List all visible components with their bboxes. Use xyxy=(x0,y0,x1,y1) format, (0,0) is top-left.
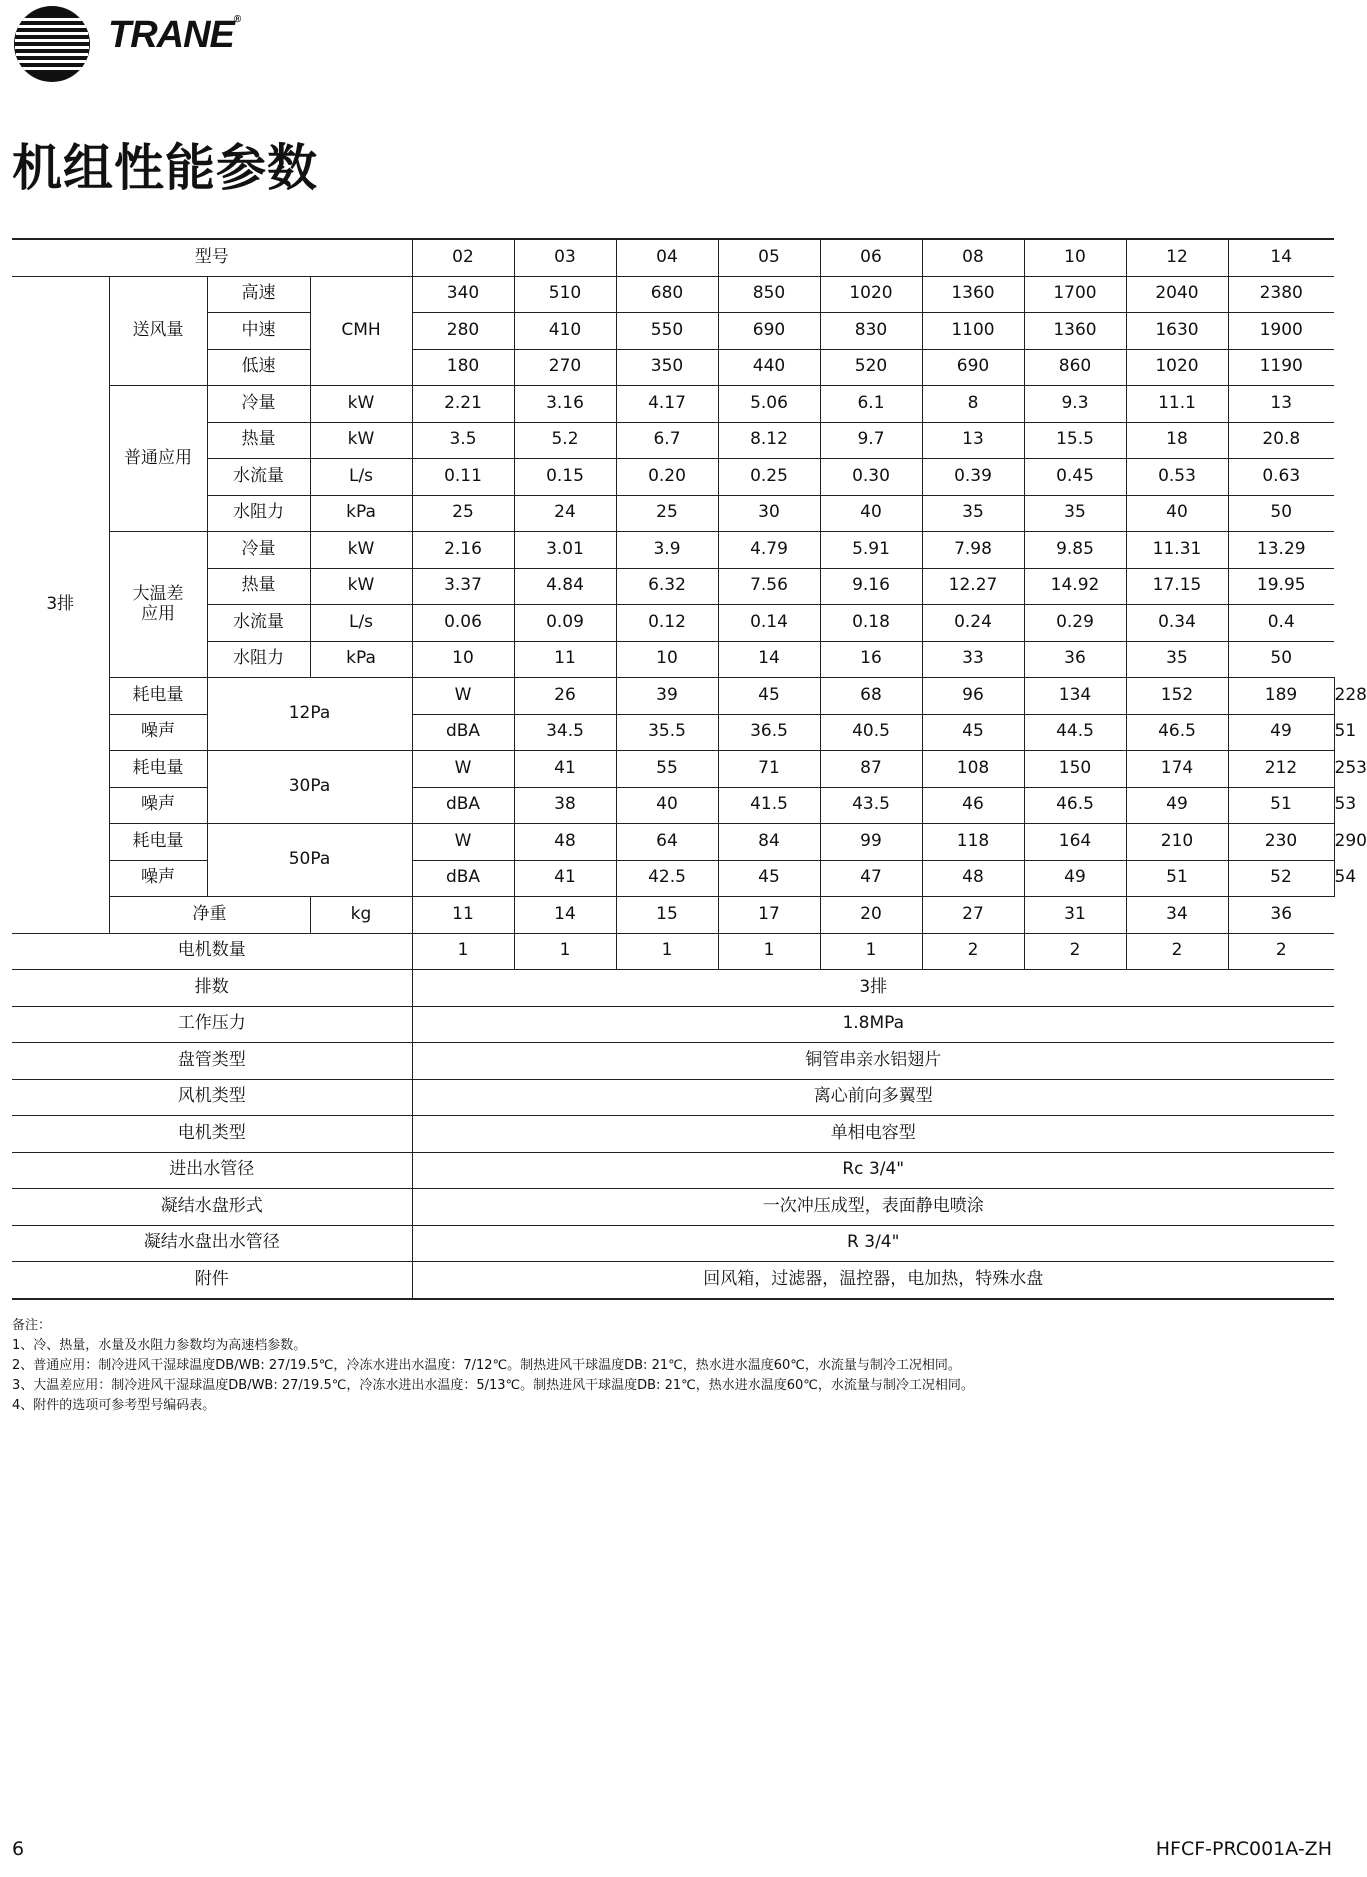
table-row xyxy=(12,422,1334,459)
row-label: 热量 xyxy=(207,422,310,459)
row-label: 冷量 xyxy=(207,386,310,423)
value-cell: 26 xyxy=(514,678,616,715)
value-cell: 410 xyxy=(514,313,616,350)
spec-value: 一次冲压成型，表面静电喷涂 xyxy=(412,1189,1334,1226)
table-row xyxy=(12,495,1334,532)
table-row xyxy=(12,239,1334,276)
unit-cell: dBA xyxy=(412,714,514,751)
value-cell: 0.30 xyxy=(820,459,922,496)
value-cell: 3.37 xyxy=(412,568,514,605)
table-row: 噪声 dBA 34.5 35.5 36.5 40.5 45 44.5 46.5 49 51 xyxy=(12,714,1334,751)
spec-value: 单相电容型 xyxy=(412,1116,1334,1153)
table-row xyxy=(12,1152,1334,1189)
table-row xyxy=(12,349,1334,386)
value-cell: 17 xyxy=(718,897,820,934)
value-cell: 0.11 xyxy=(412,459,514,496)
value-cell: 0.45 xyxy=(1024,459,1126,496)
unit-cell: CMH xyxy=(310,276,412,386)
value-cell: 1 xyxy=(412,933,514,970)
value-cell: 0.06 xyxy=(412,605,514,642)
value-cell: 35.5 xyxy=(616,714,718,751)
value-cell: 39 xyxy=(616,678,718,715)
value-cell: 47 xyxy=(820,860,922,897)
model-column-header: 04 xyxy=(616,239,718,276)
unit-cell: kW xyxy=(310,386,412,423)
table-row xyxy=(12,897,1334,934)
value-cell: 46.5 xyxy=(1024,787,1126,824)
value-cell: 6.32 xyxy=(616,568,718,605)
value-cell: 1700 xyxy=(1024,276,1126,313)
value-cell: 860 xyxy=(1024,349,1126,386)
table-row xyxy=(12,568,1334,605)
value-cell: 43.5 xyxy=(820,787,922,824)
spec-label: 排数 xyxy=(12,970,412,1007)
value-cell: 440 xyxy=(718,349,820,386)
unit-cell: kg xyxy=(310,897,412,934)
value-cell: 0.63 xyxy=(1228,459,1334,496)
value-cell: 2 xyxy=(922,933,1024,970)
value-cell: 0.15 xyxy=(514,459,616,496)
unit-cell: dBA xyxy=(412,787,514,824)
row-label: 热量 xyxy=(207,568,310,605)
value-cell: 46 xyxy=(922,787,1024,824)
row-label: 水阻力 xyxy=(207,641,310,678)
table-row: 噪声 dBA 38 40 41.5 43.5 46 46.5 49 51 53 xyxy=(12,787,1334,824)
unit-cell: kW xyxy=(310,568,412,605)
value-cell: 11 xyxy=(514,641,616,678)
value-cell: 5.91 xyxy=(820,532,922,569)
value-cell: 1360 xyxy=(922,276,1024,313)
value-cell: 18 xyxy=(1126,422,1228,459)
brand-name: TRANE® xyxy=(108,14,241,56)
value-cell: 34 xyxy=(1126,897,1228,934)
table-row xyxy=(12,1225,1334,1262)
value-cell: 0.14 xyxy=(718,605,820,642)
value-cell: 3.16 xyxy=(514,386,616,423)
row-label: 水流量 xyxy=(207,459,310,496)
value-cell: 35 xyxy=(1126,641,1228,678)
table-row: 耗电量 12Pa W 26 39 45 68 96 134 152 189 228 xyxy=(12,678,1334,715)
model-column-header: 05 xyxy=(718,239,820,276)
value-cell: 25 xyxy=(616,495,718,532)
value-cell: 45 xyxy=(922,714,1024,751)
unit-cell: dBA xyxy=(412,860,514,897)
value-cell: 16 xyxy=(820,641,922,678)
value-cell: 40 xyxy=(616,787,718,824)
value-cell: 45 xyxy=(718,860,820,897)
value-cell: 96 xyxy=(922,678,1024,715)
value-cell: 10 xyxy=(412,641,514,678)
value-cell: 152 xyxy=(1126,678,1228,715)
value-cell: 11 xyxy=(412,897,514,934)
table-row xyxy=(12,532,1334,569)
value-cell: 36 xyxy=(1228,897,1334,934)
unit-cell: W xyxy=(412,824,514,861)
table-row: 耗电量 30Pa W 41 55 71 87 108 150 174 212 253 xyxy=(12,751,1334,788)
value-cell: 7.98 xyxy=(922,532,1024,569)
section-label-line: 应用 xyxy=(141,603,175,624)
unit-cell: W xyxy=(412,751,514,788)
value-cell: 2 xyxy=(1024,933,1126,970)
value-cell: 0.20 xyxy=(616,459,718,496)
model-column-header: 08 xyxy=(922,239,1024,276)
notes-heading: 备注： xyxy=(12,1318,52,1333)
value-cell: 0.29 xyxy=(1024,605,1126,642)
value-cell: 71 xyxy=(718,751,820,788)
value-cell: 690 xyxy=(718,313,820,350)
value-cell: 550 xyxy=(616,313,718,350)
pressure-cell: 50Pa xyxy=(207,824,412,897)
value-cell: 2 xyxy=(1228,933,1334,970)
value-cell: 1630 xyxy=(1126,313,1228,350)
value-cell: 19.95 xyxy=(1228,568,1334,605)
value-cell: 38 xyxy=(514,787,616,824)
table-row xyxy=(12,459,1334,496)
value-cell: 1100 xyxy=(922,313,1024,350)
spec-value: 铜管串亲水铝翅片 xyxy=(412,1043,1334,1080)
row-label: 电机数量 xyxy=(12,933,412,970)
value-cell: 27 xyxy=(922,897,1024,934)
value-cell: 13 xyxy=(1228,386,1334,423)
value-cell: 45 xyxy=(718,678,820,715)
value-cell: 41 xyxy=(514,860,616,897)
table-row xyxy=(12,933,1334,970)
section-label-line: 大温差 xyxy=(132,583,184,604)
value-cell: 350 xyxy=(616,349,718,386)
value-cell: 0.12 xyxy=(616,605,718,642)
spec-value: 3排 xyxy=(412,970,1334,1007)
value-cell: 3.5 xyxy=(412,422,514,459)
spec-value: 离心前向多翼型 xyxy=(412,1079,1334,1116)
value-cell: 15.5 xyxy=(1024,422,1126,459)
value-cell: 7.56 xyxy=(718,568,820,605)
row-label: 净重 xyxy=(109,897,310,934)
value-cell: 42.5 xyxy=(616,860,718,897)
value-cell: 0.34 xyxy=(1126,605,1228,642)
value-cell: 0.4 xyxy=(1228,605,1334,642)
value-cell: 690 xyxy=(922,349,1024,386)
unit-cell: kW xyxy=(310,422,412,459)
value-cell: 1360 xyxy=(1024,313,1126,350)
row-label: 噪声 xyxy=(109,860,207,897)
spec-label: 工作压力 xyxy=(12,1006,412,1043)
unit-cell: L/s xyxy=(310,459,412,496)
value-cell: 13 xyxy=(922,422,1024,459)
row-label: 噪声 xyxy=(109,787,207,824)
pressure-cell: 12Pa xyxy=(207,678,412,751)
value-cell: 1900 xyxy=(1228,313,1334,350)
value-cell: 230 xyxy=(1228,824,1334,861)
row-label: 耗电量 xyxy=(109,751,207,788)
value-cell: 51 xyxy=(1126,860,1228,897)
value-cell: 64 xyxy=(616,824,718,861)
pressure-cell: 30Pa xyxy=(207,751,412,824)
row-label: 高速 xyxy=(207,276,310,313)
table-row xyxy=(12,1006,1334,1043)
value-cell: 5.06 xyxy=(718,386,820,423)
note-item: 3、大温差应用：制冷进风干湿球温度DB/WB: 27/19.5℃，冷冻水进出水温度：5/13℃。制热进风干球温度DB: 21℃，热水进水温度60℃，水流量与制冷工况相同。 xyxy=(12,1378,974,1393)
value-cell: 8.12 xyxy=(718,422,820,459)
value-cell: 20 xyxy=(820,897,922,934)
value-cell: 3.9 xyxy=(616,532,718,569)
page-title: 机组性能参数 xyxy=(12,139,318,197)
row-label: 耗电量 xyxy=(109,678,207,715)
value-cell: 68 xyxy=(820,678,922,715)
spec-label: 凝结水盘形式 xyxy=(12,1189,412,1226)
value-cell: 4.79 xyxy=(718,532,820,569)
spec-label: 进出水管径 xyxy=(12,1152,412,1189)
row-label: 低速 xyxy=(207,349,310,386)
value-cell: 1190 xyxy=(1228,349,1334,386)
value-cell: 280 xyxy=(412,313,514,350)
spec-value: 1.8MPa xyxy=(412,1006,1334,1043)
value-cell: 830 xyxy=(820,313,922,350)
value-cell: 1 xyxy=(820,933,922,970)
value-cell: 35 xyxy=(1024,495,1126,532)
table-row xyxy=(12,1262,1334,1299)
value-cell: 118 xyxy=(922,824,1024,861)
note-item: 4、附件的选项可参考型号编码表。 xyxy=(12,1398,216,1413)
note-item: 1、冷、热量，水量及水阻力参数均为高速档参数。 xyxy=(12,1338,307,1353)
table-row xyxy=(12,1116,1334,1153)
value-cell: 55 xyxy=(616,751,718,788)
value-cell: 1 xyxy=(718,933,820,970)
row-label: 耗电量 xyxy=(109,824,207,861)
value-cell: 25 xyxy=(412,495,514,532)
value-cell: 11.1 xyxy=(1126,386,1228,423)
value-cell: 1020 xyxy=(1126,349,1228,386)
table-row xyxy=(12,1079,1334,1116)
value-cell: 36 xyxy=(1024,641,1126,678)
section-label: 普通应用 xyxy=(109,386,207,532)
value-cell: 30 xyxy=(718,495,820,532)
value-cell: 40 xyxy=(1126,495,1228,532)
table-row xyxy=(12,276,1334,313)
value-cell: 40.5 xyxy=(820,714,922,751)
value-cell: 35 xyxy=(922,495,1024,532)
value-cell: 48 xyxy=(922,860,1024,897)
spec-value: Rc 3/4" xyxy=(412,1152,1334,1189)
value-cell: 4.84 xyxy=(514,568,616,605)
value-cell: 34.5 xyxy=(514,714,616,751)
unit-cell: L/s xyxy=(310,605,412,642)
value-cell: 1020 xyxy=(820,276,922,313)
value-cell: 84 xyxy=(718,824,820,861)
section-label xyxy=(109,532,207,678)
value-cell: 0.39 xyxy=(922,459,1024,496)
value-cell: 0.25 xyxy=(718,459,820,496)
model-column-header: 02 xyxy=(412,239,514,276)
document-code: HFCF-PRC001A-ZH xyxy=(1155,1838,1332,1860)
value-cell: 36.5 xyxy=(718,714,820,751)
value-cell: 31 xyxy=(1024,897,1126,934)
value-cell: 24 xyxy=(514,495,616,532)
value-cell: 510 xyxy=(514,276,616,313)
spec-label: 盘管类型 xyxy=(12,1043,412,1080)
table-row xyxy=(12,313,1334,350)
value-cell: 49 xyxy=(1024,860,1126,897)
page-number: 6 xyxy=(12,1838,25,1860)
table-row xyxy=(12,386,1334,423)
value-cell: 108 xyxy=(922,751,1024,788)
value-cell: 49 xyxy=(1228,714,1334,751)
value-cell: 11.31 xyxy=(1126,532,1228,569)
value-cell: 180 xyxy=(412,349,514,386)
value-cell: 15 xyxy=(616,897,718,934)
value-cell: 1 xyxy=(616,933,718,970)
spec-value: R 3/4" xyxy=(412,1225,1334,1262)
table-row xyxy=(12,1189,1334,1226)
table-row xyxy=(12,605,1334,642)
value-cell: 14.92 xyxy=(1024,568,1126,605)
table-row xyxy=(12,641,1334,678)
row-label: 水流量 xyxy=(207,605,310,642)
value-cell: 520 xyxy=(820,349,922,386)
value-cell: 41 xyxy=(514,751,616,788)
value-cell: 210 xyxy=(1126,824,1228,861)
trane-logo-icon xyxy=(12,4,92,84)
value-cell: 0.53 xyxy=(1126,459,1228,496)
value-cell: 6.7 xyxy=(616,422,718,459)
value-cell: 9.16 xyxy=(820,568,922,605)
value-cell: 50 xyxy=(1228,495,1334,532)
value-cell: 680 xyxy=(616,276,718,313)
value-cell: 134 xyxy=(1024,678,1126,715)
value-cell: 6.1 xyxy=(820,386,922,423)
value-cell: 51 xyxy=(1228,787,1334,824)
model-column-header: 10 xyxy=(1024,239,1126,276)
value-cell: 2040 xyxy=(1126,276,1228,313)
value-cell: 2.16 xyxy=(412,532,514,569)
value-cell: 0.24 xyxy=(922,605,1024,642)
section-label: 送风量 xyxy=(109,276,207,386)
unit-cell: kW xyxy=(310,532,412,569)
value-cell: 0.09 xyxy=(514,605,616,642)
table-row xyxy=(12,970,1334,1007)
unit-cell: kPa xyxy=(310,495,412,532)
table-row: 噪声 dBA 41 42.5 45 47 48 49 51 52 54 xyxy=(12,860,1334,897)
value-cell: 340 xyxy=(412,276,514,313)
value-cell: 50 xyxy=(1228,641,1334,678)
value-cell: 270 xyxy=(514,349,616,386)
value-cell: 52 xyxy=(1228,860,1334,897)
value-cell: 44.5 xyxy=(1024,714,1126,751)
row-group-label: 3排 xyxy=(12,276,109,933)
value-cell: 99 xyxy=(820,824,922,861)
value-cell: 40 xyxy=(820,495,922,532)
value-cell: 5.2 xyxy=(514,422,616,459)
value-cell: 164 xyxy=(1024,824,1126,861)
model-column-header: 12 xyxy=(1126,239,1228,276)
model-header: 型号 xyxy=(12,239,412,276)
notes xyxy=(12,1316,974,1416)
value-cell: 2.21 xyxy=(412,386,514,423)
spec-value: 回风箱，过滤器，温控器，电加热，特殊水盘 xyxy=(412,1262,1334,1299)
table-row: 耗电量 50Pa W 48 64 84 99 118 164 210 230 290 xyxy=(12,824,1334,861)
value-cell: 12.27 xyxy=(922,568,1024,605)
value-cell: 212 xyxy=(1228,751,1334,788)
table-row xyxy=(12,1043,1334,1080)
value-cell: 14 xyxy=(514,897,616,934)
value-cell: 46.5 xyxy=(1126,714,1228,751)
spec-label: 风机类型 xyxy=(12,1079,412,1116)
value-cell: 8 xyxy=(922,386,1024,423)
value-cell: 20.8 xyxy=(1228,422,1334,459)
model-column-header: 03 xyxy=(514,239,616,276)
value-cell: 33 xyxy=(922,641,1024,678)
value-cell: 850 xyxy=(718,276,820,313)
value-cell: 87 xyxy=(820,751,922,788)
spec-label: 附件 xyxy=(12,1262,412,1299)
value-cell: 189 xyxy=(1228,678,1334,715)
value-cell: 10 xyxy=(616,641,718,678)
value-cell: 9.3 xyxy=(1024,386,1126,423)
value-cell: 150 xyxy=(1024,751,1126,788)
value-cell: 174 xyxy=(1126,751,1228,788)
value-cell: 2 xyxy=(1126,933,1228,970)
performance-table xyxy=(12,238,1367,1300)
value-cell: 2380 xyxy=(1228,276,1334,313)
value-cell: 17.15 xyxy=(1126,568,1228,605)
spec-label: 凝结水盘出水管径 xyxy=(12,1225,412,1262)
spec-label: 电机类型 xyxy=(12,1116,412,1153)
value-cell: 48 xyxy=(514,824,616,861)
value-cell: 41.5 xyxy=(718,787,820,824)
model-column-header: 06 xyxy=(820,239,922,276)
value-cell: 13.29 xyxy=(1228,532,1334,569)
value-cell: 0.18 xyxy=(820,605,922,642)
row-label: 冷量 xyxy=(207,532,310,569)
value-cell: 1 xyxy=(514,933,616,970)
value-cell: 49 xyxy=(1126,787,1228,824)
model-column-header: 14 xyxy=(1228,239,1334,276)
unit-cell: W xyxy=(412,678,514,715)
row-label: 噪声 xyxy=(109,714,207,751)
row-label: 水阻力 xyxy=(207,495,310,532)
value-cell: 9.85 xyxy=(1024,532,1126,569)
value-cell: 3.01 xyxy=(514,532,616,569)
note-item: 2、普通应用：制冷进风干湿球温度DB/WB: 27/19.5℃，冷冻水进出水温度：7/12℃。制热进风干球温度DB: 21℃，热水进水温度60℃，水流量与制冷工况相同。 xyxy=(12,1358,961,1373)
value-cell: 14 xyxy=(718,641,820,678)
value-cell: 9.7 xyxy=(820,422,922,459)
unit-cell: kPa xyxy=(310,641,412,678)
row-label: 中速 xyxy=(207,313,310,350)
value-cell: 4.17 xyxy=(616,386,718,423)
